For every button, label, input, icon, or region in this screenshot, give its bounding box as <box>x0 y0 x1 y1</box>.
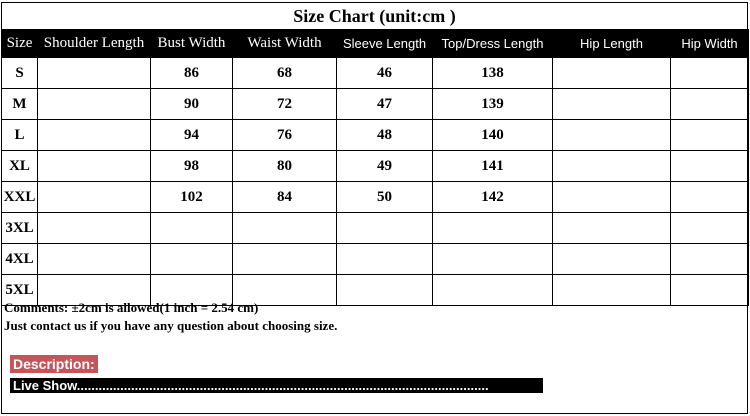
cell-hip-length <box>553 213 671 244</box>
cell-hip-width <box>671 151 749 182</box>
cell-waist <box>233 213 337 244</box>
cell-bust: 90 <box>151 89 233 120</box>
column-header-shoulder-length: Shoulder Length <box>38 30 151 58</box>
column-header-waist-width: Waist Width <box>233 30 337 58</box>
table-row <box>2 213 749 244</box>
cell-bust: 86 <box>151 58 233 89</box>
table-header-row <box>2 30 749 58</box>
cell-shoulder <box>38 120 151 151</box>
cell-waist: 80 <box>233 151 337 182</box>
cell-size: 5XL <box>2 275 38 306</box>
cell-hip-length <box>553 89 671 120</box>
table-row <box>2 182 749 213</box>
cell-bust <box>151 244 233 275</box>
live-show-bar: Live Show.................................................................................................................. <box>10 378 543 393</box>
cell-shoulder <box>38 244 151 275</box>
cell-sleeve: 50 <box>337 182 433 213</box>
table-row <box>2 58 749 89</box>
table-row <box>2 151 749 182</box>
cell-sleeve <box>337 275 433 306</box>
column-header-bust-width: Bust Width <box>151 30 233 58</box>
column-header-hip-width: Hip Width <box>671 30 749 58</box>
cell-hip-width <box>671 213 749 244</box>
cell-sleeve: 47 <box>337 89 433 120</box>
cell-bust: 98 <box>151 151 233 182</box>
cell-waist: 76 <box>233 120 337 151</box>
cell-length: 141 <box>433 151 553 182</box>
description-section <box>4 336 549 414</box>
cell-size: L <box>2 120 38 151</box>
cell-size: 4XL <box>2 244 38 275</box>
cell-shoulder <box>38 182 151 213</box>
cell-sleeve <box>337 213 433 244</box>
table-row <box>2 120 749 151</box>
cell-sleeve <box>337 244 433 275</box>
cell-hip-length <box>553 244 671 275</box>
cell-waist: 84 <box>233 182 337 213</box>
cell-shoulder <box>38 89 151 120</box>
cell-hip-width <box>671 89 749 120</box>
cell-shoulder <box>38 151 151 182</box>
cell-shoulder <box>38 213 151 244</box>
column-header-top-dress-length: Top/Dress Length <box>433 30 553 58</box>
cell-bust: 94 <box>151 120 233 151</box>
cell-size: S <box>2 58 38 89</box>
cell-waist: 68 <box>233 58 337 89</box>
column-header-sleeve-length: Sleeve Length <box>337 30 433 58</box>
cell-hip-width <box>671 58 749 89</box>
cell-sleeve: 49 <box>337 151 433 182</box>
cell-size: XL <box>2 151 38 182</box>
cell-length: 138 <box>433 58 553 89</box>
cell-hip-width <box>671 244 749 275</box>
table-row <box>2 89 749 120</box>
cell-length <box>433 213 553 244</box>
cell-length <box>433 275 553 306</box>
cell-hip-length <box>553 58 671 89</box>
cell-hip-length <box>553 275 671 306</box>
cell-bust <box>151 213 233 244</box>
cell-sleeve: 48 <box>337 120 433 151</box>
cell-hip-length <box>553 120 671 151</box>
cell-hip-length <box>553 182 671 213</box>
cell-length <box>433 244 553 275</box>
cell-bust: 102 <box>151 182 233 213</box>
column-header-size: Size <box>2 30 38 58</box>
cell-sleeve: 46 <box>337 58 433 89</box>
table-row <box>2 244 749 275</box>
size-chart-table <box>1 29 749 306</box>
cell-hip-width <box>671 182 749 213</box>
cell-hip-width <box>671 120 749 151</box>
cell-waist <box>233 244 337 275</box>
cell-hip-width <box>671 275 749 306</box>
cell-hip-length <box>553 151 671 182</box>
cell-shoulder <box>38 58 151 89</box>
description-label: Description: <box>10 355 98 373</box>
size-chart-title: Size Chart (unit:cm ) <box>1 2 748 30</box>
comments <box>4 299 337 335</box>
cell-size: M <box>2 89 38 120</box>
comment-tolerance: Comments: ±2cm is allowed(1 inch = 2.54 cm) <box>4 300 259 315</box>
cell-size: XXL <box>2 182 38 213</box>
cell-length: 142 <box>433 182 553 213</box>
cell-size: 3XL <box>2 213 38 244</box>
cell-length: 140 <box>433 120 553 151</box>
comment-contact: Just contact us if you have any question about choosing size. <box>4 318 338 333</box>
cell-length: 139 <box>433 89 553 120</box>
cell-waist: 72 <box>233 89 337 120</box>
column-header-hip-length: Hip Length <box>553 30 671 58</box>
